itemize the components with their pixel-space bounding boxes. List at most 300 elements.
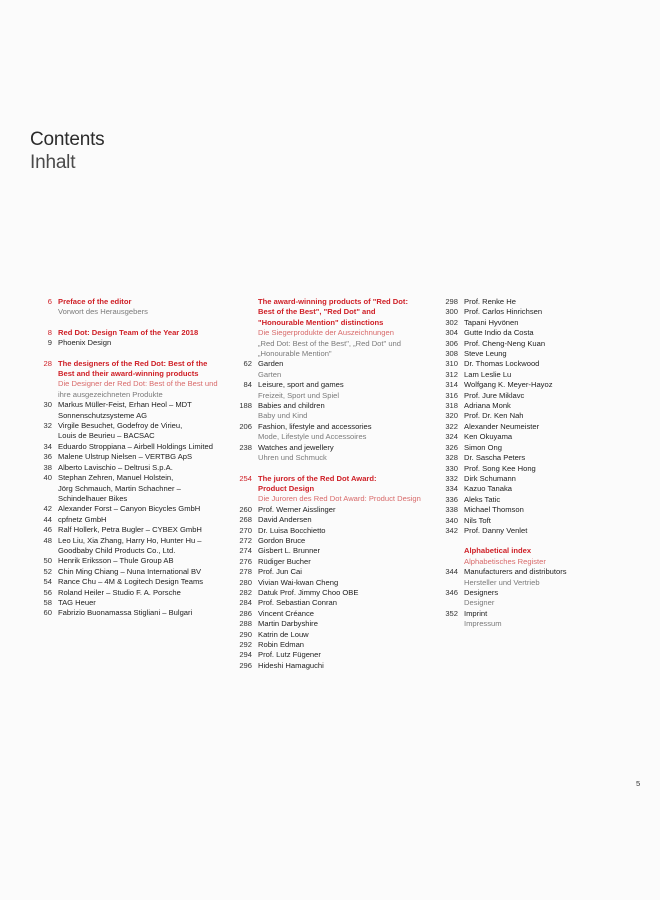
toc-entry-title: Datuk Prof. Jimmy Choo OBE bbox=[258, 587, 359, 597]
toc-page-number: 54 bbox=[43, 577, 52, 587]
toc-entry-title: cpfnetz GmbH bbox=[58, 514, 107, 524]
toc-entry bbox=[30, 536, 235, 557]
toc-entry bbox=[436, 359, 636, 369]
toc-page-number: 292 bbox=[239, 640, 252, 649]
toc-entry bbox=[230, 526, 430, 536]
toc-entry-title: Aleks Tatic bbox=[464, 494, 501, 504]
toc-entry-text bbox=[464, 464, 636, 474]
toc-entry-text bbox=[58, 525, 235, 535]
toc-entry-text bbox=[464, 349, 636, 359]
toc-entry-text bbox=[58, 297, 235, 318]
toc-page-number: 270 bbox=[239, 525, 252, 535]
toc-entry bbox=[30, 442, 235, 452]
toc-entry-title: Prof. Sebastian Conran bbox=[258, 598, 337, 608]
toc-entry-text bbox=[58, 442, 235, 452]
toc-entry bbox=[230, 297, 430, 359]
toc-entry-title: Phoenix Design bbox=[58, 338, 112, 348]
toc-page-number: 46 bbox=[43, 525, 52, 535]
toc-entry-title: Virgile Besuchet, Godefroy de Virieu, bbox=[58, 421, 183, 431]
toc-entry bbox=[30, 504, 235, 514]
toc-entry-text bbox=[58, 463, 235, 473]
toc-entry-title: Eduardo Stroppiana – Airbell Holdings Limited bbox=[58, 441, 213, 451]
toc-entry-title: Martin Darbyshire bbox=[258, 619, 318, 629]
toc-entry bbox=[230, 422, 430, 443]
toc-entry bbox=[230, 380, 430, 401]
toc-entry-text bbox=[464, 391, 636, 401]
toc-german-translation: Designer bbox=[464, 598, 495, 608]
toc-entry-text bbox=[58, 504, 235, 514]
toc-entry-text bbox=[58, 328, 235, 338]
toc-entry-title: Prof. Carlos Hinrichsen bbox=[464, 307, 543, 317]
toc-entry-title: Ralf Hollerk, Petra Bugler – CYBEX GmbH bbox=[58, 525, 202, 535]
toc-entry bbox=[30, 463, 235, 473]
toc-entry bbox=[230, 619, 430, 629]
toc-page-number: 300 bbox=[445, 307, 458, 317]
toc-entry-title: Gutte Indio da Costa bbox=[464, 328, 534, 338]
toc-entry-title: Manufacturers and distributors bbox=[464, 567, 567, 577]
toc-entry-text bbox=[58, 400, 235, 421]
toc-entry-title: Leo Liu, Xia Zhang, Harry Ho, Hunter Hu – bbox=[58, 535, 202, 545]
toc-entry-title: Fabrizio Buonamassa Stigliani – Bulgari bbox=[58, 608, 193, 618]
toc-entry bbox=[230, 661, 430, 671]
toc-entry-title: Babies and children bbox=[258, 401, 325, 411]
toc-page-number: 318 bbox=[445, 401, 458, 411]
page-number: 5 bbox=[636, 779, 641, 788]
toc-page-number: 62 bbox=[243, 359, 252, 369]
toc-entry-text bbox=[258, 515, 430, 525]
toc-page-number: 260 bbox=[239, 504, 252, 514]
toc-entry-text bbox=[464, 359, 636, 369]
contents-column-1 bbox=[30, 297, 235, 619]
toc-page-number: 310 bbox=[445, 359, 458, 369]
toc-section-heading: Alphabetical index bbox=[464, 546, 532, 556]
toc-entry bbox=[436, 546, 636, 567]
toc-entry bbox=[30, 359, 235, 401]
toc-entry-text bbox=[58, 359, 235, 401]
toc-page-number: 188 bbox=[239, 401, 252, 411]
toc-german-translation: Uhren und Schmuck bbox=[258, 453, 327, 463]
toc-page-number: 332 bbox=[445, 473, 458, 483]
toc-page-number: 40 bbox=[43, 473, 52, 483]
toc-page-number: 316 bbox=[445, 390, 458, 400]
toc-entry-title: Gordon Bruce bbox=[258, 535, 306, 545]
toc-page-number: 32 bbox=[43, 421, 52, 431]
toc-entry bbox=[30, 515, 235, 525]
toc-entry bbox=[436, 567, 636, 588]
toc-entry-text bbox=[464, 307, 636, 317]
toc-entry-text bbox=[464, 443, 636, 453]
toc-page-number: 48 bbox=[43, 535, 52, 545]
toc-entry bbox=[230, 630, 430, 640]
toc-page-number: 320 bbox=[445, 411, 458, 421]
toc-entry-title: Rance Chu – 4M & Logitech Design Teams bbox=[58, 577, 204, 587]
toc-entry-title: Katrin de Louw bbox=[258, 629, 309, 639]
toc-page-number: 314 bbox=[445, 380, 458, 390]
toc-entry-text bbox=[258, 422, 430, 443]
contents-column-2 bbox=[230, 297, 430, 671]
toc-page-number: 322 bbox=[445, 421, 458, 431]
toc-entry bbox=[436, 339, 636, 349]
toc-entry bbox=[230, 598, 430, 608]
toc-entry-text bbox=[58, 598, 235, 608]
toc-entry-text bbox=[258, 359, 430, 380]
toc-page-number: 294 bbox=[239, 650, 252, 660]
toc-entry bbox=[436, 495, 636, 505]
toc-entry bbox=[436, 328, 636, 338]
toc-entry-title: Ken Okuyama bbox=[464, 432, 513, 442]
toc-entry-title: Steve Leung bbox=[464, 349, 507, 359]
toc-german-translation: Hersteller und Vertrieb bbox=[464, 577, 540, 587]
toc-entry-text bbox=[58, 421, 235, 442]
toc-entry-text bbox=[464, 567, 636, 588]
toc-entry-text bbox=[258, 536, 430, 546]
toc-page-number: 8 bbox=[47, 327, 52, 337]
toc-entry-text bbox=[58, 567, 235, 577]
toc-entry bbox=[230, 578, 430, 588]
toc-page-number: 56 bbox=[43, 587, 52, 597]
toc-entry bbox=[436, 609, 636, 630]
toc-entry-text bbox=[58, 588, 235, 598]
toc-page-number: 296 bbox=[239, 660, 252, 670]
toc-page-number: 50 bbox=[43, 556, 52, 566]
toc-entry bbox=[436, 297, 636, 307]
toc-page-number: 278 bbox=[239, 567, 252, 577]
toc-entry bbox=[230, 515, 430, 525]
toc-page-number: 334 bbox=[445, 484, 458, 494]
toc-entry-title: Nils Toft bbox=[464, 515, 491, 525]
toc-entry bbox=[30, 525, 235, 535]
toc-page-number: 336 bbox=[445, 494, 458, 504]
toc-entry-text bbox=[58, 473, 235, 504]
toc-entry-title: Markus Müller-Feist, Erhan Heol – MDT bbox=[58, 400, 192, 410]
toc-german-translation: Baby und Kind bbox=[258, 411, 308, 421]
toc-entry-text bbox=[464, 505, 636, 515]
toc-entry bbox=[30, 400, 235, 421]
toc-entry-text bbox=[464, 401, 636, 411]
toc-section-heading: The designers of the Red Dot: Best of the bbox=[58, 358, 208, 368]
toc-entry bbox=[230, 359, 430, 380]
toc-entry-title: Prof. Werner Aisslinger bbox=[258, 504, 336, 514]
toc-page-number: 60 bbox=[43, 608, 52, 618]
toc-page-number: 344 bbox=[445, 567, 458, 577]
toc-entry-title: Henrik Eriksson – Thule Group AB bbox=[58, 556, 174, 566]
toc-entry-title: Garden bbox=[258, 359, 284, 369]
toc-entry bbox=[436, 443, 636, 453]
toc-page-number: 280 bbox=[239, 577, 252, 587]
toc-entry-title: Prof. Lutz Fügener bbox=[258, 650, 321, 660]
toc-entry-text bbox=[464, 328, 636, 338]
toc-page-number: 84 bbox=[243, 380, 252, 390]
toc-page-number: 274 bbox=[239, 546, 252, 556]
toc-entry-title: Louis de Beurieu – BACSAC bbox=[58, 431, 155, 441]
toc-entry-title: Alexander Forst – Canyon Bicycles GmbH bbox=[58, 504, 201, 514]
toc-page-number: 308 bbox=[445, 349, 458, 359]
toc-german-translation: Mode, Lifestyle und Accessoires bbox=[258, 432, 367, 442]
toc-entry-text bbox=[58, 536, 235, 557]
toc-entry-text bbox=[258, 546, 430, 556]
toc-entry-text bbox=[258, 640, 430, 650]
toc-entry-title: TAG Heuer bbox=[58, 597, 96, 607]
toc-entry-title: Goodbaby Child Products Co., Ltd. bbox=[58, 545, 176, 555]
toc-page-number: 340 bbox=[445, 515, 458, 525]
toc-page-number: 346 bbox=[445, 587, 458, 597]
toc-page-number: 44 bbox=[43, 514, 52, 524]
toc-entry bbox=[436, 422, 636, 432]
toc-entry-text bbox=[258, 505, 430, 515]
toc-entry-text bbox=[464, 546, 636, 567]
toc-entry-text bbox=[258, 557, 430, 567]
toc-page-number: 282 bbox=[239, 587, 252, 597]
toc-entry bbox=[230, 557, 430, 567]
toc-page-number: 298 bbox=[445, 297, 458, 306]
toc-entry bbox=[436, 401, 636, 411]
toc-page-number: 330 bbox=[445, 463, 458, 473]
toc-entry-text bbox=[258, 598, 430, 608]
toc-section-heading: Best and their award-winning products bbox=[58, 369, 199, 379]
toc-entry-title: Michael Thomson bbox=[464, 505, 524, 515]
toc-entry-title: Rüdiger Bucher bbox=[258, 556, 311, 566]
toc-entry bbox=[230, 546, 430, 556]
toc-section-heading: "Honourable Mention" distinctions bbox=[258, 317, 384, 327]
toc-entry-title: Stephan Zehren, Manuel Holstein, bbox=[58, 473, 174, 483]
toc-entry-title: Prof. Jun Cai bbox=[258, 567, 302, 577]
toc-page-number: 328 bbox=[445, 453, 458, 463]
toc-entry-title: Dr. Thomas Lockwood bbox=[464, 359, 540, 369]
toc-page-number: 326 bbox=[445, 442, 458, 452]
toc-german-translation: Impressum bbox=[464, 619, 502, 629]
toc-page-number: 284 bbox=[239, 598, 252, 608]
toc-german-translation: Die Juroren des Red Dot Award: Product Design bbox=[258, 494, 421, 504]
toc-entry-title: David Andersen bbox=[258, 515, 312, 525]
toc-entry-title: Vincent Créance bbox=[258, 608, 315, 618]
toc-german-translation: Die Siegerprodukte der Auszeichnungen bbox=[258, 328, 394, 338]
toc-page-number: 302 bbox=[445, 317, 458, 327]
toc-entry bbox=[230, 650, 430, 660]
toc-page-number: 36 bbox=[43, 452, 52, 462]
toc-page-number: 268 bbox=[239, 515, 252, 525]
toc-entry-text bbox=[464, 588, 636, 609]
toc-entry-text bbox=[464, 484, 636, 494]
toc-page-number: 58 bbox=[43, 597, 52, 607]
toc-entry-title: Roland Heiler – Studio F. A. Porsche bbox=[58, 587, 181, 597]
toc-page-number: 324 bbox=[445, 432, 458, 442]
toc-entry-text bbox=[58, 452, 235, 462]
toc-entry-title: Dr. Sascha Peters bbox=[464, 453, 526, 463]
toc-entry-text bbox=[258, 588, 430, 598]
toc-entry bbox=[436, 505, 636, 515]
toc-entry-text bbox=[58, 515, 235, 525]
toc-entry bbox=[436, 370, 636, 380]
toc-page-number: 338 bbox=[445, 505, 458, 515]
toc-entry-text bbox=[58, 608, 235, 618]
toc-page-number: 276 bbox=[239, 556, 252, 566]
toc-entry-title: Schindelhauer Bikes bbox=[58, 493, 128, 503]
toc-page-number: 28 bbox=[43, 358, 52, 368]
toc-entry-text bbox=[258, 578, 430, 588]
toc-page-number: 352 bbox=[445, 608, 458, 618]
toc-entry-title: Fashion, lifestyle and accessories bbox=[258, 421, 372, 431]
toc-entry-title: Watches and jewellery bbox=[258, 442, 334, 452]
toc-entry-title: Dirk Schumann bbox=[464, 473, 516, 483]
toc-entry bbox=[30, 567, 235, 577]
toc-page-number: 34 bbox=[43, 441, 52, 451]
toc-entry bbox=[30, 556, 235, 566]
toc-entry-text bbox=[258, 661, 430, 671]
toc-entry bbox=[436, 318, 636, 328]
toc-page-number: 342 bbox=[445, 525, 458, 535]
toc-entry-text bbox=[258, 619, 430, 629]
toc-page-number: 38 bbox=[43, 462, 52, 472]
toc-page-number: 304 bbox=[445, 328, 458, 338]
toc-entry bbox=[436, 349, 636, 359]
toc-entry bbox=[436, 432, 636, 442]
toc-entry-text bbox=[464, 516, 636, 526]
toc-entry-text bbox=[258, 443, 430, 464]
toc-entry bbox=[30, 473, 235, 504]
toc-entry-title: Imprint bbox=[464, 608, 488, 618]
contents-column-3 bbox=[436, 297, 636, 630]
toc-entry-title: Prof. Renke He bbox=[464, 297, 516, 306]
toc-entry-title: Vivian Wai-kwan Cheng bbox=[258, 577, 339, 587]
toc-entry-title: Malene Ulstrup Nielsen – VERTBG ApS bbox=[58, 452, 193, 462]
toc-entry-text bbox=[464, 297, 636, 307]
toc-section-heading: Best of the Best", "Red Dot" and bbox=[258, 307, 376, 317]
toc-entry-text bbox=[464, 526, 636, 536]
toc-entry bbox=[230, 609, 430, 619]
toc-entry bbox=[230, 536, 430, 546]
toc-entry bbox=[436, 391, 636, 401]
toc-entry-text bbox=[258, 650, 430, 660]
toc-entry bbox=[30, 608, 235, 618]
toc-german-translation: Vorwort des Herausgebers bbox=[58, 307, 148, 317]
toc-entry-text bbox=[258, 567, 430, 577]
toc-entry-text bbox=[464, 609, 636, 630]
toc-entry-title: Simon Ong bbox=[464, 442, 502, 452]
toc-entry bbox=[230, 567, 430, 577]
toc-entry bbox=[436, 484, 636, 494]
toc-entry-title: Lam Leslie Lu bbox=[464, 369, 512, 379]
toc-page-number: 6 bbox=[47, 297, 52, 306]
toc-section-heading: Product Design bbox=[258, 483, 315, 493]
toc-entry-title: Tapani Hyvönen bbox=[464, 317, 519, 327]
toc-entry-title: Prof. Jure Miklavc bbox=[464, 390, 525, 400]
toc-entry-text bbox=[258, 380, 430, 401]
toc-entry-title: Designers bbox=[464, 587, 499, 597]
toc-german-translation: Garten bbox=[258, 369, 282, 379]
toc-entry bbox=[436, 464, 636, 474]
toc-entry-title: Gisbert L. Brunner bbox=[258, 546, 321, 556]
toc-entry-title: Robin Edman bbox=[258, 640, 305, 649]
toc-page-number: 30 bbox=[43, 400, 52, 410]
toc-entry bbox=[436, 516, 636, 526]
toc-page-number: 9 bbox=[47, 338, 52, 348]
toc-page-number: 312 bbox=[445, 369, 458, 379]
toc-entry-text bbox=[258, 401, 430, 422]
toc-entry-title: Kazuo Tanaka bbox=[464, 484, 512, 494]
toc-entry-text bbox=[258, 609, 430, 619]
toc-section-heading: Preface of the editor bbox=[58, 297, 132, 306]
toc-entry bbox=[30, 328, 235, 338]
toc-entry-text bbox=[258, 297, 430, 359]
toc-entry-title: Prof. Song Kee Hong bbox=[464, 463, 536, 473]
toc-entry-title: Adriana Monk bbox=[464, 401, 511, 411]
toc-entry-text bbox=[464, 380, 636, 390]
toc-entry-text bbox=[464, 411, 636, 421]
toc-entry-title: Leisure, sport and games bbox=[258, 380, 344, 390]
toc-entry-title: Sonnenschutzsysteme AG bbox=[58, 410, 148, 420]
toc-entry-title: Alberto Lavischio – Deltrusi S.p.A. bbox=[58, 462, 173, 472]
toc-page-number: 290 bbox=[239, 629, 252, 639]
toc-entry bbox=[436, 380, 636, 390]
toc-entry-text bbox=[464, 422, 636, 432]
toc-entry bbox=[436, 474, 636, 484]
toc-section-heading: Red Dot: Design Team of the Year 2018 bbox=[58, 327, 199, 337]
toc-page-number: 306 bbox=[445, 338, 458, 348]
toc-entry-text bbox=[464, 495, 636, 505]
toc-entry-text bbox=[464, 474, 636, 484]
toc-entry-text bbox=[58, 577, 235, 587]
toc-entry bbox=[436, 588, 636, 609]
toc-entry-text bbox=[464, 318, 636, 328]
toc-entry-text bbox=[464, 370, 636, 380]
toc-german-translation: Die Designer der Red Dot: Best of the Best und bbox=[58, 379, 218, 389]
toc-entry bbox=[230, 505, 430, 515]
toc-entry-text bbox=[464, 339, 636, 349]
toc-entry bbox=[30, 297, 235, 318]
toc-entry bbox=[230, 401, 430, 422]
toc-page-number: 42 bbox=[43, 504, 52, 514]
toc-page-number: 254 bbox=[239, 473, 252, 483]
toc-entry bbox=[436, 526, 636, 536]
toc-german-translation: Alphabetisches Register bbox=[464, 556, 546, 566]
toc-page-number: 52 bbox=[43, 566, 52, 576]
toc-page-number: 206 bbox=[239, 421, 252, 431]
toc-entry bbox=[230, 474, 430, 505]
toc-entry bbox=[30, 452, 235, 462]
page-title: Contents bbox=[30, 129, 105, 150]
toc-entry bbox=[30, 598, 235, 608]
page-subtitle: Inhalt bbox=[30, 152, 76, 173]
toc-german-translation: „Honourable Mention" bbox=[258, 349, 332, 359]
toc-german-translation: Freizeit, Sport und Spiel bbox=[258, 390, 340, 400]
toc-entry bbox=[30, 588, 235, 598]
toc-entry-title: Alexander Neumeister bbox=[464, 421, 540, 431]
toc-entry bbox=[230, 640, 430, 650]
toc-entry-text bbox=[258, 630, 430, 640]
toc-entry-text bbox=[464, 453, 636, 463]
toc-entry bbox=[436, 307, 636, 317]
toc-entry-text bbox=[58, 556, 235, 566]
toc-entry-text bbox=[58, 338, 235, 348]
toc-german-translation: „Red Dot: Best of the Best", „Red Dot" und bbox=[258, 338, 401, 348]
toc-entry bbox=[30, 421, 235, 442]
toc-entry-text bbox=[258, 526, 430, 536]
toc-page-number: 288 bbox=[239, 619, 252, 629]
toc-section-heading: The jurors of the Red Dot Award: bbox=[258, 473, 377, 483]
toc-entry-title: Hideshi Hamaguchi bbox=[258, 660, 324, 670]
toc-entry-title: Wolfgang K. Meyer-Hayoz bbox=[464, 380, 553, 390]
toc-entry-title: Dr. Luisa Bocchietto bbox=[258, 525, 326, 535]
toc-entry-title: Prof. Danny Venlet bbox=[464, 525, 528, 535]
toc-page-number: 286 bbox=[239, 608, 252, 618]
toc-german-translation: ihre ausgezeichneten Produkte bbox=[58, 389, 163, 399]
toc-entry-title: Prof. Dr. Ken Nah bbox=[464, 411, 524, 421]
toc-entry-text bbox=[258, 474, 430, 505]
toc-entry bbox=[436, 411, 636, 421]
toc-page-number: 238 bbox=[239, 442, 252, 452]
toc-entry bbox=[230, 443, 430, 464]
toc-entry-text bbox=[464, 432, 636, 442]
